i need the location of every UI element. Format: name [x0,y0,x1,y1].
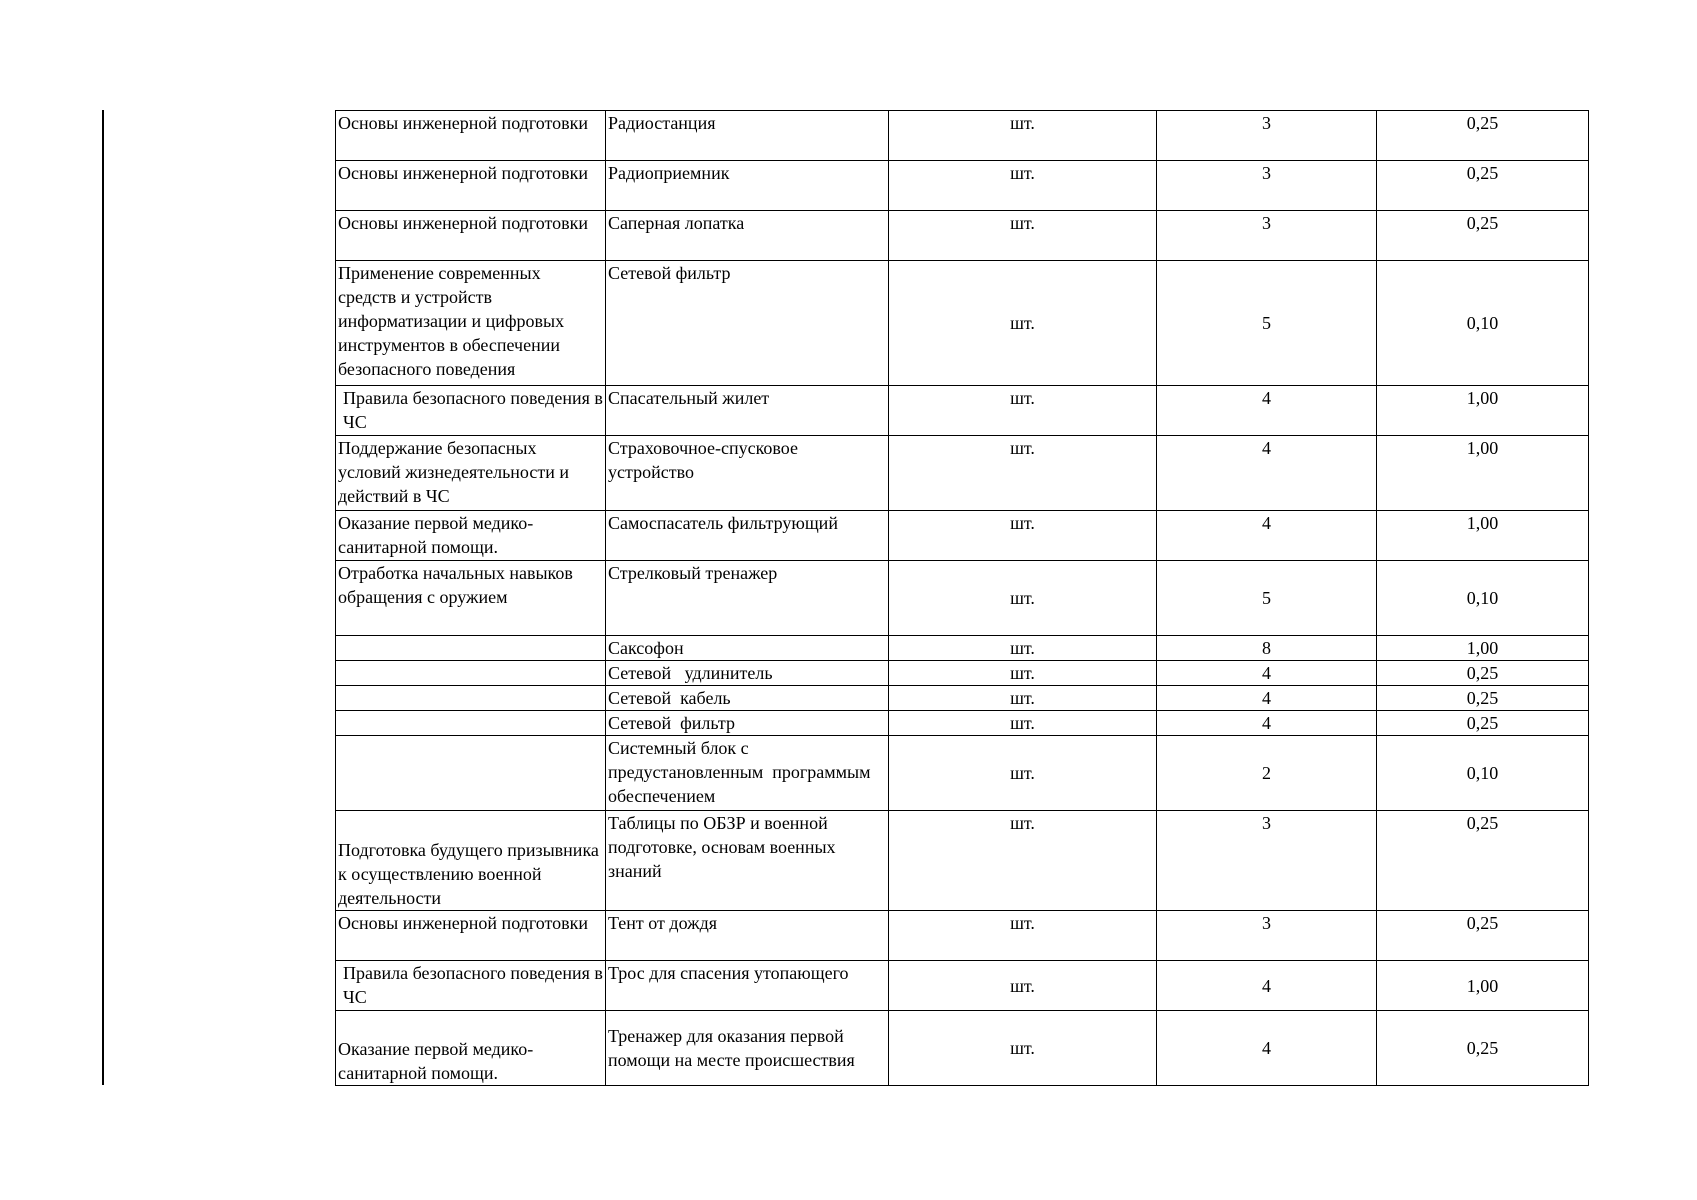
quantity-cell: 3 [1157,111,1377,161]
coefficient-cell: 0,25 [1377,161,1589,211]
section-cell: Основы инженерной подготовки [336,211,606,261]
item-name-cell: Сетевой удлинитель [606,661,889,686]
section-cell: Поддержание безопасных условий жизнедеятельности и действий в ЧС [336,436,606,511]
quantity-cell: 3 [1157,161,1377,211]
coefficient-cell: 1,00 [1377,961,1589,1011]
quantity-cell: 3 [1157,811,1377,911]
item-name-cell: Радиостанция [606,111,889,161]
table-row [336,636,1589,661]
section-cell: Отработка начальных навыков обращения с оружием [336,561,606,636]
table-row [336,386,1589,436]
quantity-cell: 4 [1157,686,1377,711]
table-row [336,161,1589,211]
table-row [336,111,1589,161]
coefficient-cell: 0,25 [1377,911,1589,961]
table-row [336,961,1589,1011]
equipment-table [335,110,1589,1086]
table-row [336,1011,1589,1086]
item-name-cell: Трос для спасения утопающего [606,961,889,1011]
quantity-cell: 3 [1157,211,1377,261]
quantity-cell: 5 [1157,261,1377,386]
coefficient-cell: 1,00 [1377,511,1589,561]
section-cell: Правила безопасного поведения в ЧС [336,386,606,436]
unit-cell: шт. [889,386,1157,436]
item-name-cell: Сетевой фильтр [606,261,889,386]
table-row [336,561,1589,636]
quantity-cell: 8 [1157,636,1377,661]
section-cell [336,711,606,736]
table-row [336,661,1589,686]
coefficient-cell: 0,10 [1377,736,1589,811]
item-name-cell: Спасательный жилет [606,386,889,436]
quantity-cell: 4 [1157,1011,1377,1086]
unit-cell: шт. [889,436,1157,511]
quantity-cell: 4 [1157,711,1377,736]
coefficient-cell: 0,25 [1377,686,1589,711]
section-cell: Оказание первой медико-санитарной помощи. [336,1011,606,1086]
section-cell [336,636,606,661]
item-name-cell: Саксофон [606,636,889,661]
section-cell: Основы инженерной подготовки [336,161,606,211]
unit-cell: шт. [889,686,1157,711]
unit-cell: шт. [889,811,1157,911]
section-cell: Основы инженерной подготовки [336,911,606,961]
page-margin-line [102,110,104,1085]
item-name-cell: Радиоприемник [606,161,889,211]
item-name-cell: Таблицы по ОБЗР и военной подготовке, основам военных знаний [606,811,889,911]
item-name-cell: Самоспасатель фильтрующий [606,511,889,561]
table-row [336,811,1589,911]
unit-cell: шт. [889,261,1157,386]
coefficient-cell: 1,00 [1377,436,1589,511]
section-cell: Применение современных средств и устройств информатизации и цифровых инструментов в обеспечении безопасного поведения [336,261,606,386]
coefficient-cell: 1,00 [1377,386,1589,436]
quantity-cell: 5 [1157,561,1377,636]
item-name-cell: Страховочное-спусковое устройство [606,436,889,511]
section-cell [336,661,606,686]
coefficient-cell: 0,25 [1377,711,1589,736]
section-cell [336,736,606,811]
unit-cell: шт. [889,911,1157,961]
quantity-cell: 3 [1157,911,1377,961]
unit-cell: шт. [889,961,1157,1011]
item-name-cell: Сетевой фильтр [606,711,889,736]
coefficient-cell: 0,10 [1377,561,1589,636]
unit-cell: шт. [889,161,1157,211]
item-name-cell: Сетевой кабель [606,686,889,711]
quantity-cell: 2 [1157,736,1377,811]
coefficient-cell: 0,25 [1377,111,1589,161]
coefficient-cell: 0,25 [1377,1011,1589,1086]
coefficient-cell: 0,25 [1377,811,1589,911]
equipment-table-body [336,111,1589,1086]
quantity-cell: 4 [1157,961,1377,1011]
table-row [336,736,1589,811]
table-row [336,261,1589,386]
unit-cell: шт. [889,661,1157,686]
table-row [336,211,1589,261]
unit-cell: шт. [889,511,1157,561]
quantity-cell: 4 [1157,511,1377,561]
table-row [336,686,1589,711]
unit-cell: шт. [889,211,1157,261]
coefficient-cell: 1,00 [1377,636,1589,661]
coefficient-cell: 0,10 [1377,261,1589,386]
section-cell: Оказание первой медико-санитарной помощи. [336,511,606,561]
unit-cell: шт. [889,636,1157,661]
section-cell: Правила безопасного поведения в ЧС [336,961,606,1011]
section-cell [336,686,606,711]
table-row [336,911,1589,961]
item-name-cell: Тент от дождя [606,911,889,961]
unit-cell: шт. [889,711,1157,736]
table-row [336,511,1589,561]
table-row [336,711,1589,736]
item-name-cell: Стрелковый тренажер [606,561,889,636]
unit-cell: шт. [889,736,1157,811]
unit-cell: шт. [889,1011,1157,1086]
section-cell: Основы инженерной подготовки [336,111,606,161]
table-row [336,436,1589,511]
coefficient-cell: 0,25 [1377,661,1589,686]
item-name-cell: Системный блок с предустановленным программым обеспечением [606,736,889,811]
unit-cell: шт. [889,561,1157,636]
quantity-cell: 4 [1157,386,1377,436]
quantity-cell: 4 [1157,661,1377,686]
coefficient-cell: 0,25 [1377,211,1589,261]
item-name-cell: Тренажер для оказания первой помощи на месте происшествия [606,1011,889,1086]
item-name-cell: Саперная лопатка [606,211,889,261]
section-cell: Подготовка будущего призывника к осуществлению военной деятельности [336,811,606,911]
quantity-cell: 4 [1157,436,1377,511]
unit-cell: шт. [889,111,1157,161]
